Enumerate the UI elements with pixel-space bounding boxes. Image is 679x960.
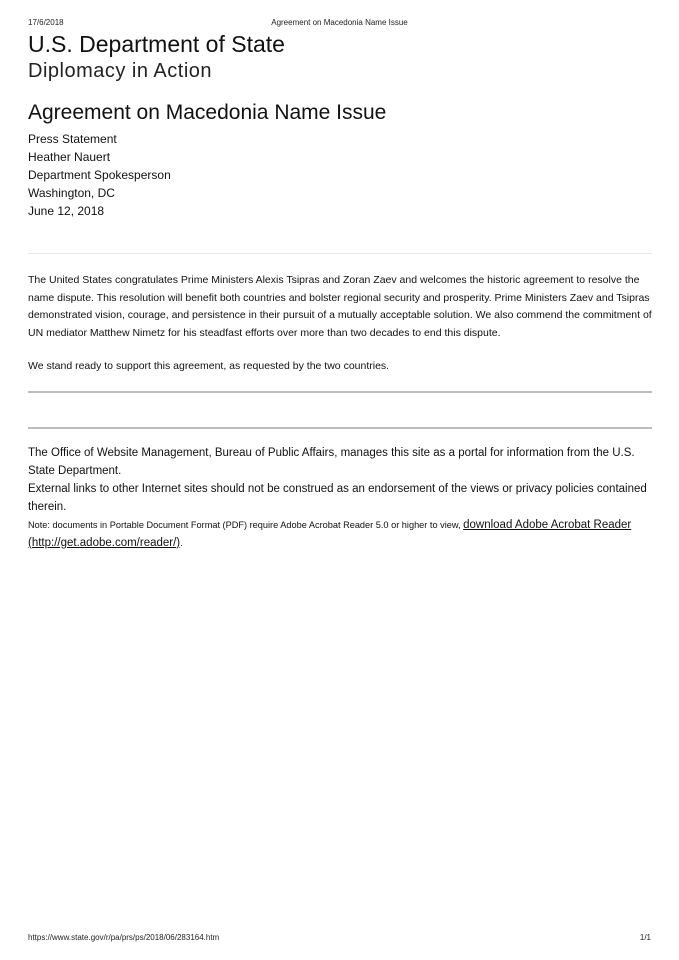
download-acrobat-link[interactable]: download Adobe Acrobat Reader (http://get.adobe.com/reader/) [28,518,632,549]
article-author: Heather Nauert [28,150,111,164]
print-page-title: Agreement on Macedonia Name Issue [271,18,408,27]
divider [28,253,652,254]
article-location: Washington, DC [28,186,115,200]
divider [28,427,652,429]
footer-external-links: External links to other Internet sites should not be construed as an endorsement of the views or privacy policies contained therein. [28,482,647,513]
article-paragraph: We stand ready to support this agreement, as requested by the two countries. [28,360,390,372]
print-date: 17/6/2018 [28,18,64,27]
article-type: Press Statement [28,132,117,146]
pdf-note-end: . [180,537,183,548]
article-title: Agreement on Macedonia Name Issue [28,101,387,124]
article-body [28,272,652,376]
article-meta [28,130,652,220]
page-content [28,30,652,552]
site-title: U.S. Department of State [28,31,285,57]
divider [28,391,652,393]
print-footer [28,933,651,945]
site-tagline: Diplomacy in Action [28,60,213,82]
footer-pdf-note [28,516,652,552]
site-footer [28,444,652,552]
page-number: 1/1 [639,933,651,942]
article-paragraph: The United States congratulates Prime Ministers Alexis Tsipras and Zoran Zaev and welcomes the historic agreement to resolve the name dispute. This resolution will benefit both countries and bolster regional security and prosperity. Prime Ministers Zaev and Tsipras demonstrated vision, courage, and persistence in their pursuit of a mutually acceptable solution. We also commend the commitment of UN mediator Matthew Nimetz for his steadfast efforts over more than two decades to end this dispute. [28,274,652,339]
article-date: June 12, 2018 [28,204,105,218]
article-role: Department Spokesperson [28,168,171,182]
pdf-note-text: Note: documents in Portable Document Format (PDF) require Adobe Acrobat Reader 5.0 or higher to view, [28,519,461,530]
print-header [28,18,651,30]
footer-disclaimer: The Office of Website Management, Bureau of Public Affairs, manages this site as a portal for information from the U.S. State Department. [28,446,635,477]
print-url: https://www.state.gov/r/pa/prs/ps/2018/06/283164.htm [28,933,220,942]
